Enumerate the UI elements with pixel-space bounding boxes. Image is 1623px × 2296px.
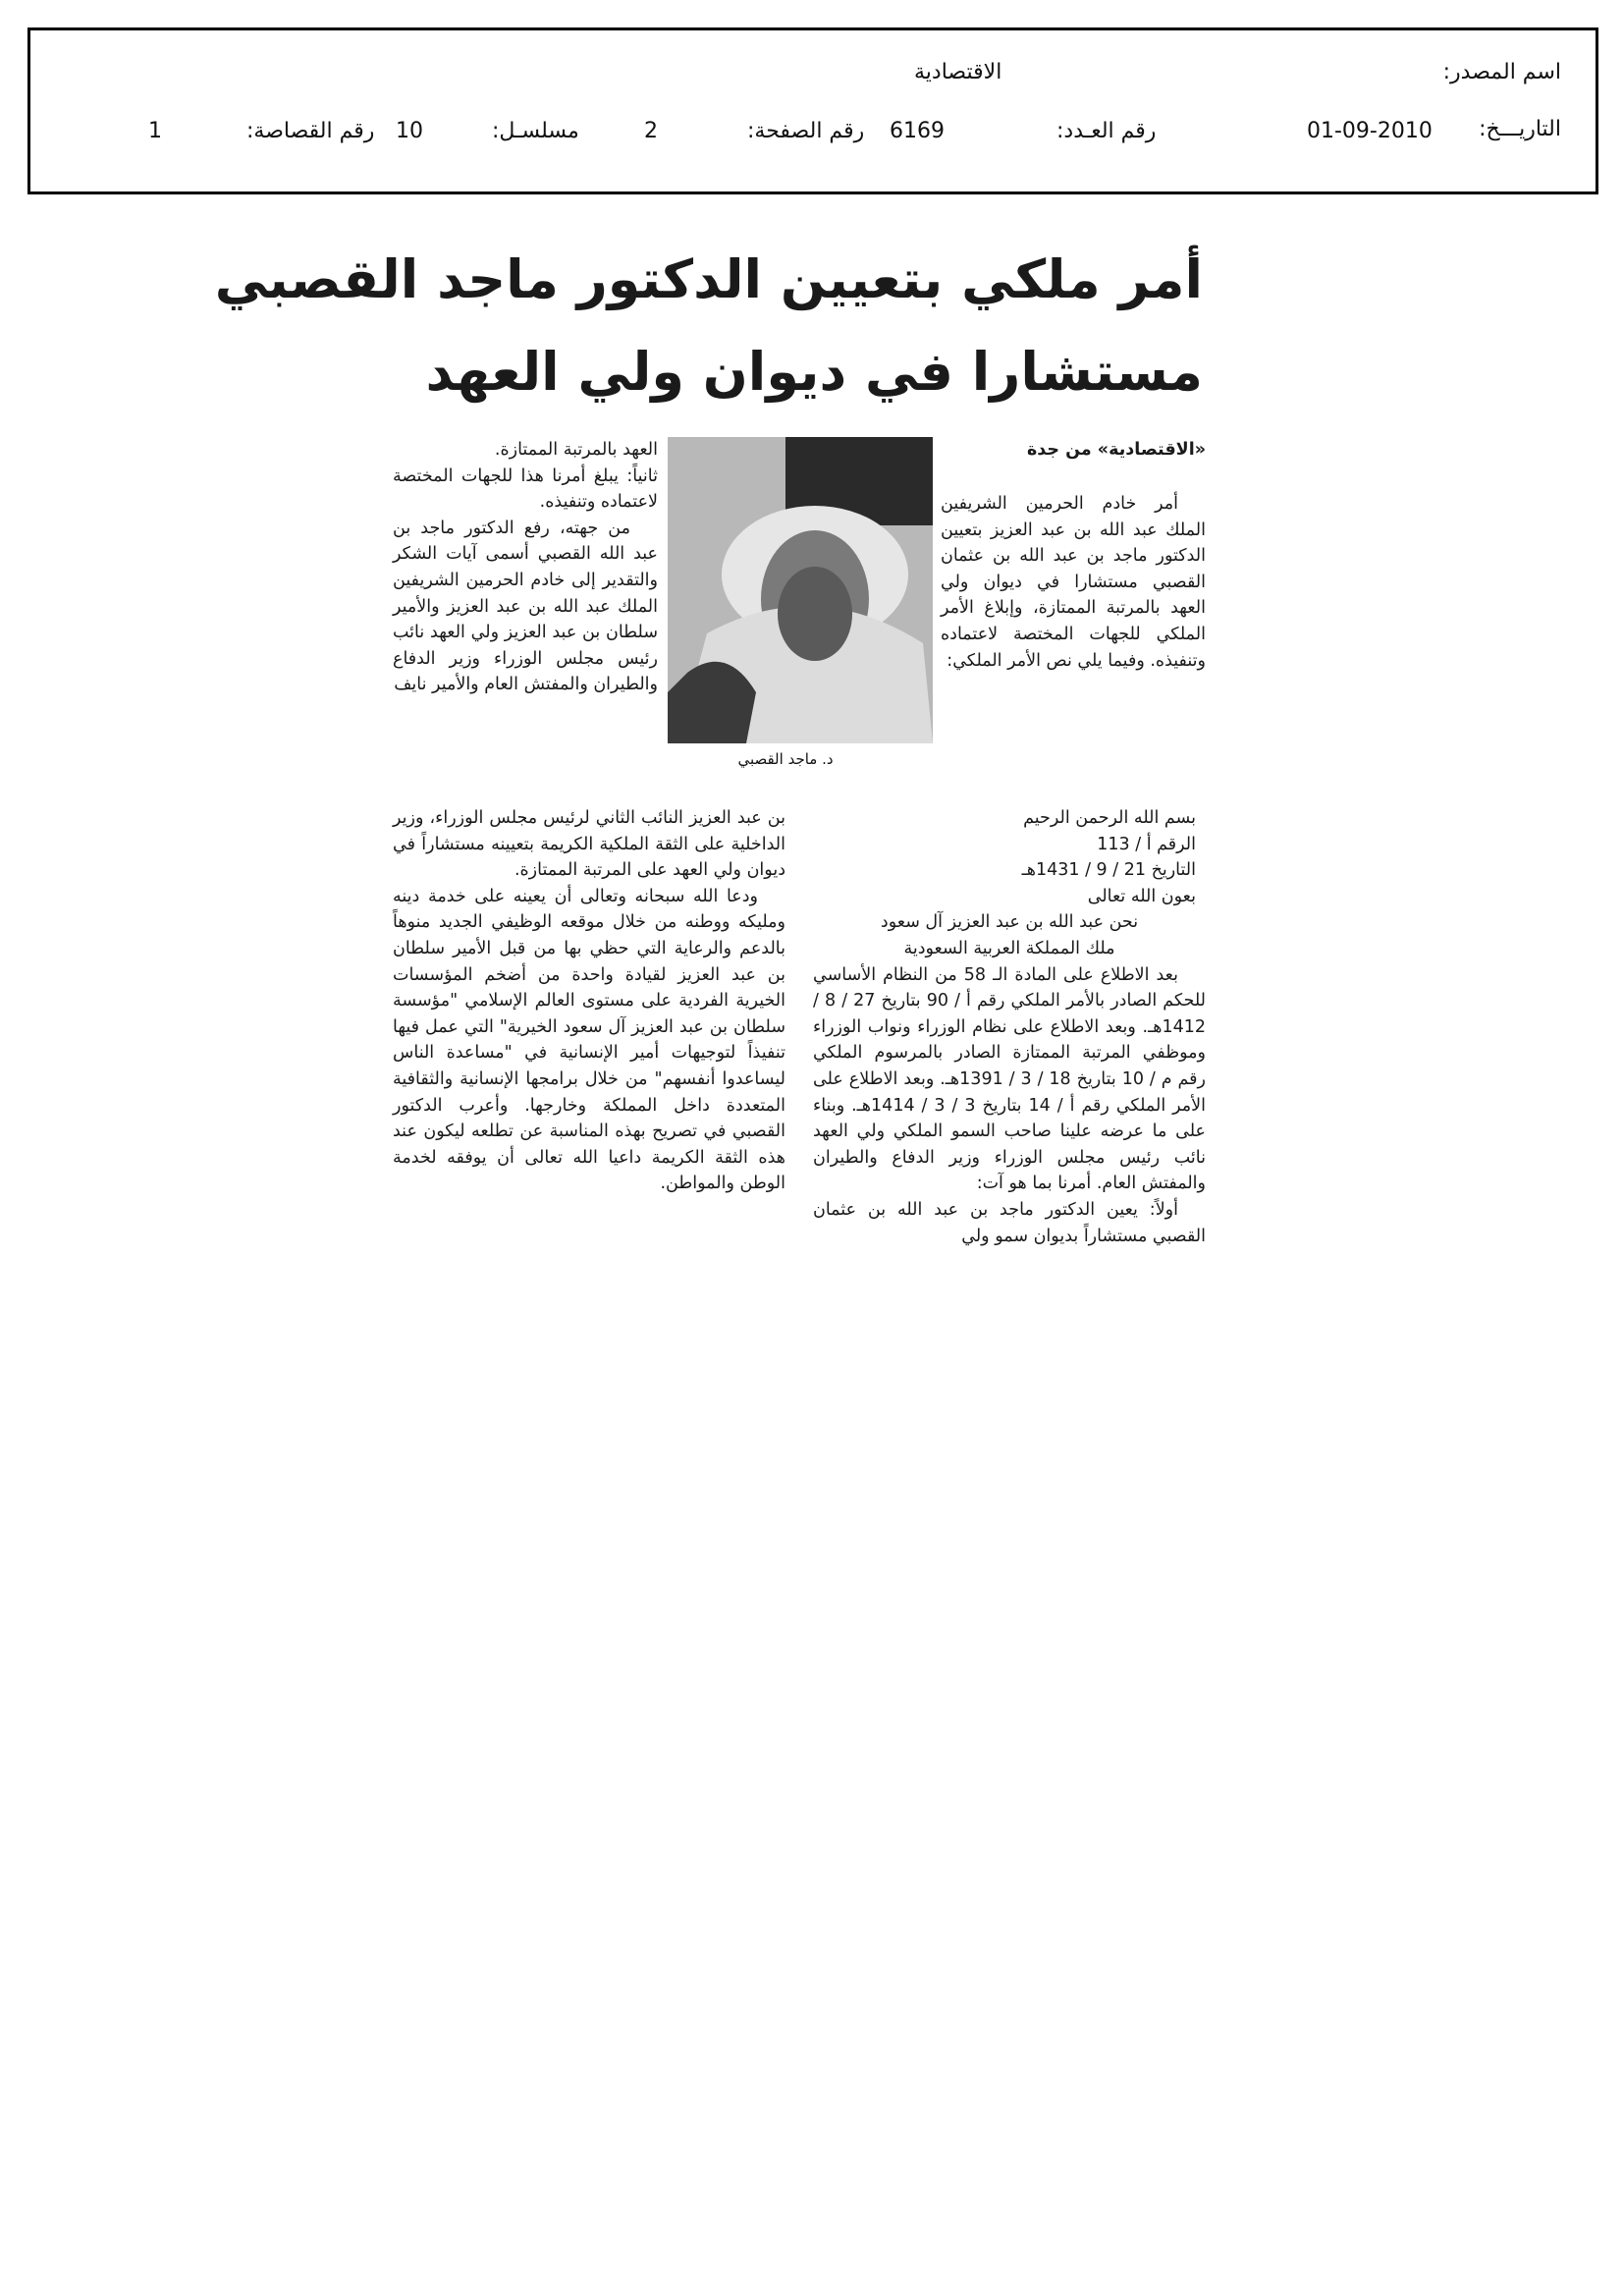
- right-paragraph-1: أمر خادم الحرمين الشريفين الملك عبد الله بن عبد العزيز بتعيين الدكتور ماجد بن عبد الله بن عثمان القصبي مستشارا في ديوان ولي العهد بالمرتبة الممتازة، وإبلاغ الأمر الملكي للجهات المختصة لاعتماده وتنفيذه. وفيما يلي نص الأمر الملكي:: [941, 494, 1206, 671]
- king-line-2: ملك المملكة العربية السعودية: [903, 938, 1115, 958]
- page-label: رقم الصفحة:: [747, 119, 865, 143]
- headline-line-2: مستشارا في ديوان ولي العهد: [425, 341, 1203, 403]
- article-right-column-order: [813, 805, 1206, 1249]
- left-paragraph-1: العهد بالمرتبة الممتازة.: [494, 440, 658, 460]
- blessing: بعون الله تعالى: [1087, 886, 1196, 906]
- right-paragraph-2: بعد الاطلاع على المادة الـ 58 من النظام الأساسي للحكم الصادر بالأمر الملكي رقم أ / 90 بتاريخ 27 / 8 / 1412هـ. وبعد الاطلاع على نظام الوزراء ونواب الوزراء وموظفي المرتبة الممتازة الصادر بالمرسوم الملكي رقم م / 10 بتاريخ 18 / 3 / 1391هـ. وبعد الاطلاع على الأمر الملكي رقم أ / 14 بتاريخ 3 / 3 / 1414هـ. وبناء على ما عرضه علينا صاحب السمو الملكي ولي العهد نائب رئيس مجلس الوزراء وزير الدفاع والطيران والمفتش العام. أمرنا بما هو آت:: [813, 964, 1207, 1194]
- left-paragraph-5: ودعا الله سبحانه وتعالى أن يعينه على خدمة دينه ومليكه ووطنه من خلال موقعه الوظيفي الجديد منوهاً بالدعم والرعاية التي حظي بها من قبل الأمير سلطان بن عبد العزيز لقيادة واحدة من أضخم المؤسسات الخيرية الفردية على مستوى العالم الإسلامي "مؤسسة سلطان بن عبد العزيز آل سعود الخيرية" التي عمل فيها تنفيذاً لتوجيهات أمير الإنسانية في "مساعدة الناس ليساعدوا أنفسهم" من خلال برامجها الإنسانية والثقافية المتعددة داخل المملكة وخارجها. وأعرب الدكتور القصبي في تصريح بهذه المناسبة عن تطلعه ليكون عند هذه الثقة الكريمة داعيا الله تعالى أن يوفقه لخدمة الوطن والمواطن.: [393, 886, 785, 1194]
- date-label: التاريـــخ:: [1479, 117, 1561, 141]
- article-left-column-bottom: [393, 805, 785, 1197]
- king-line-1: نحن عبد الله بن عبد العزيز آل سعود: [880, 912, 1139, 933]
- photo-caption: د. ماجد القصبي: [737, 750, 834, 768]
- order-date: التاريخ 21 / 9 / 1431هـ: [1021, 860, 1196, 881]
- clip-label: رقم القصاصة:: [246, 119, 375, 143]
- portrait-illustration: [668, 437, 933, 743]
- article-right-column: [813, 437, 1206, 477]
- article-left-column-top: [393, 437, 658, 698]
- portrait-photo: [668, 437, 933, 743]
- source-value: الاقتصادية: [914, 60, 1002, 84]
- clipping-header: [27, 27, 1598, 194]
- right-paragraph-3: أولاً: يعين الدكتور ماجد بن عبد الله بن عثمان القصبي مستشاراً بديوان سمو ولي: [813, 1199, 1206, 1246]
- serial-value: 10: [396, 119, 423, 143]
- serial-label: مسلسـل:: [492, 119, 579, 143]
- basmala: بسم الله الرحمن الرحيم: [1023, 808, 1196, 828]
- date-value: 01-09-2010: [1307, 119, 1433, 143]
- left-paragraph-2: ثانياً: يبلغ أمرنا هذا للجهات المختصة لاعتماده وتنفيذه.: [393, 465, 658, 513]
- page-value: 2: [644, 119, 658, 143]
- order-number: الرقم أ / 113: [1097, 834, 1196, 854]
- left-paragraph-4: بن عبد العزيز النائب الثاني لرئيس مجلس الوزراء، وزير الداخلية على الثقة الملكية الكريمة بتعيينه مستشاراً في ديوان ولي العهد على المرتبة الممتازة.: [393, 808, 785, 881]
- headline-line-1: أمر ملكي بتعيين الدكتور ماجد القصبي: [214, 248, 1203, 310]
- issue-value: 6169: [890, 119, 945, 143]
- issue-label: رقم العـدد:: [1056, 119, 1157, 143]
- article-right-column-body: [941, 491, 1206, 674]
- clip-value: 1: [148, 119, 162, 143]
- source-label: اسم المصدر:: [1442, 60, 1561, 84]
- left-paragraph-3: من جهته، رفع الدكتور ماجد بن عبد الله القصبي أسمى آيات الشكر والتقدير إلى خادم الحرمين الشريفين الملك عبد الله بن عبد العزيز والأمير سلطان بن عبد العزيز ولي العهد نائب رئيس مجلس الوزراء وزير الدفاع والطيران والمفتش العام والأمير نايف: [393, 518, 658, 695]
- byline: «الاقتصادية» من جدة: [1026, 440, 1206, 460]
